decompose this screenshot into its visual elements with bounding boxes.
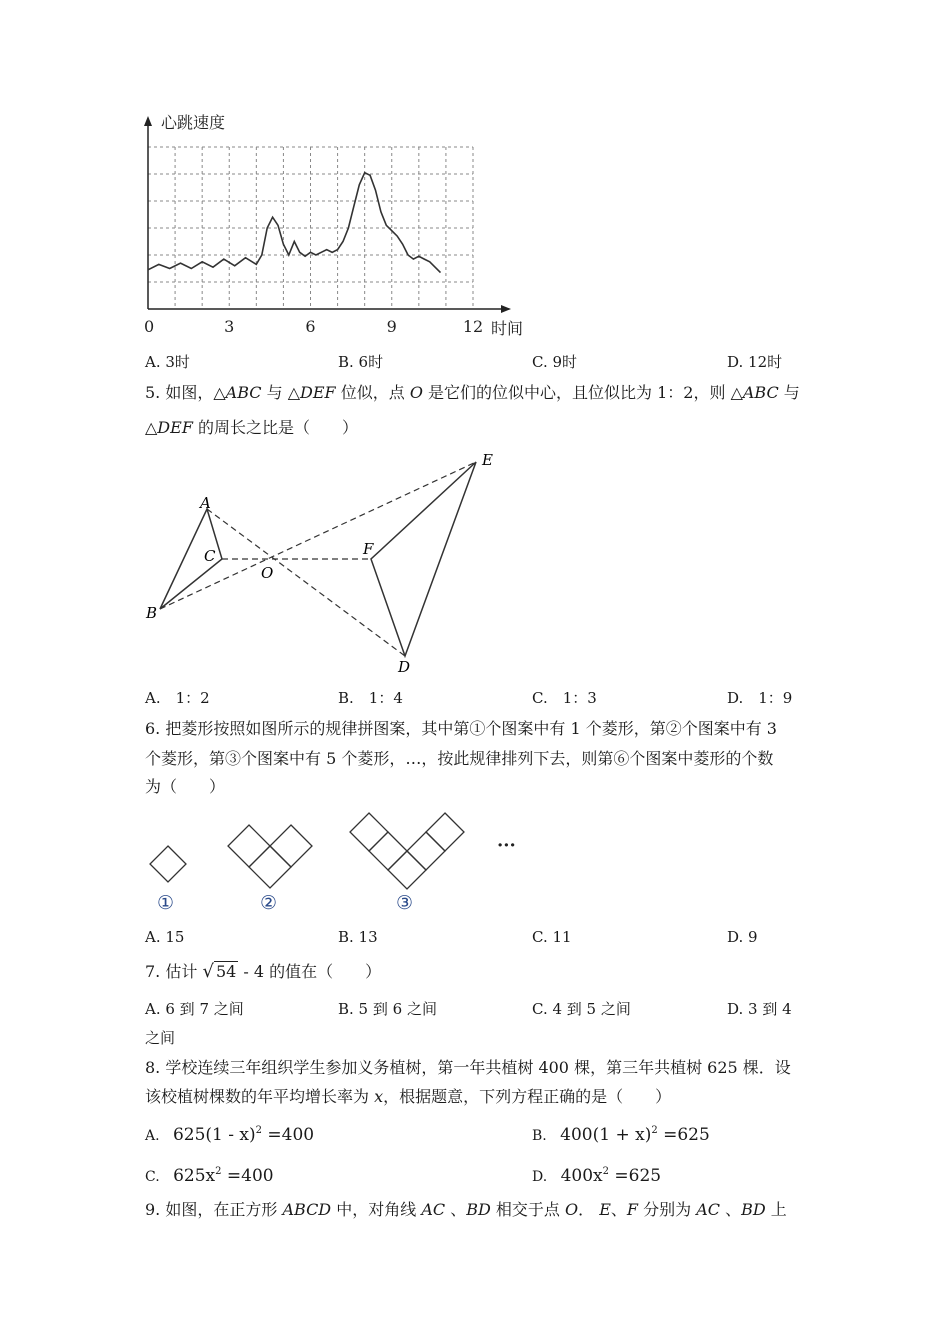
q6-option-d[interactable]: D. 9 bbox=[727, 928, 758, 946]
q7-option-c[interactable]: C. 4 到 5 之间 bbox=[532, 1000, 631, 1018]
x-tick-label: 12 bbox=[462, 317, 484, 336]
q7-stem: 7. 估计 √ 54 - 4 的值在（ ） bbox=[145, 961, 382, 982]
x-tick-label: 0 bbox=[144, 317, 155, 336]
pattern-label-2: ② bbox=[260, 892, 278, 914]
sqrt-sign-icon: √ bbox=[202, 961, 214, 982]
q4-option-d[interactable]: D. 12时 bbox=[727, 353, 783, 371]
pattern-ellipsis: ··· bbox=[497, 835, 516, 856]
q8-option-d[interactable]: D. $400x^2 =625$ bbox=[532, 1166, 662, 1186]
chart-axes bbox=[144, 116, 511, 313]
chart-grid bbox=[148, 147, 473, 309]
label-a: A bbox=[200, 494, 211, 512]
q7-option-b[interactable]: B. 5 到 6 之间 bbox=[338, 1000, 437, 1018]
pattern2-rhombi bbox=[228, 825, 312, 888]
label-e: E bbox=[482, 451, 493, 469]
x-axis-arrow-icon bbox=[501, 305, 511, 313]
q8-option-a[interactable]: A. 625(1 - x)$^2$ =400 bbox=[145, 1125, 315, 1145]
x-tick-labels bbox=[144, 317, 483, 336]
q9-stem: 9. 如图，在正方形 ABCD 中，对角线 AC 、BD 相交于点 O． E、F 分别为 AC 、BD 上 bbox=[145, 1200, 787, 1219]
q8-option-b[interactable]: B. $400(1 + x)^2 =625$ bbox=[532, 1125, 710, 1145]
label-c: C bbox=[204, 547, 216, 565]
q5-stem-line2: △DEF 的周长之比是（ ） bbox=[145, 418, 359, 437]
q5-stem-line1: 5. 如图，△ABC 与 △DEF 位似，点 O 是它们的位似中心，且位似比为 1：2，则 △ABC 与 bbox=[145, 383, 800, 402]
heart-rate-chart bbox=[135, 110, 535, 345]
q8-option-c[interactable]: C. $625x^2 =400$ bbox=[145, 1166, 274, 1186]
triangle-def bbox=[371, 462, 476, 656]
q6-stem-line2: 个菱形，第③个图案中有 5 个菱形，…，按此规律排列下去，则第⑥个图案中菱形的个数 bbox=[145, 749, 774, 768]
q5-option-a[interactable]: A. 1：2 bbox=[145, 689, 210, 707]
pattern-label-3: ③ bbox=[396, 892, 414, 914]
similar-triangles-figure bbox=[140, 448, 510, 678]
label-d: D bbox=[398, 658, 411, 676]
heart-rate-line bbox=[148, 173, 441, 273]
q7-option-d[interactable]: D. 3 到 4 bbox=[727, 1000, 792, 1018]
label-b: B bbox=[146, 604, 158, 622]
pattern3-rhombi bbox=[350, 813, 464, 889]
label-o: O bbox=[261, 564, 274, 582]
pattern-label-1: ① bbox=[157, 892, 175, 914]
x-axis-label: 时间 bbox=[491, 319, 524, 338]
x-tick-label: 3 bbox=[224, 317, 235, 336]
radicand: 54 bbox=[215, 962, 237, 981]
x-tick-label: 9 bbox=[386, 317, 397, 336]
q6-option-c[interactable]: C. 11 bbox=[532, 928, 572, 946]
x-tick-label: 6 bbox=[305, 317, 316, 336]
q8-stem-line1: 8. 学校连续三年组织学生参加义务植树，第一年共植树 400 棵，第三年共植树 625 棵．设 bbox=[145, 1058, 791, 1077]
q5-option-b[interactable]: B. 1：4 bbox=[338, 689, 403, 707]
label-f: F bbox=[363, 540, 374, 558]
q5-option-c[interactable]: C. 1：3 bbox=[532, 689, 597, 707]
q7-option-a[interactable]: A. 6 到 7 之间 bbox=[145, 1000, 244, 1018]
q4-option-c[interactable]: C. 9时 bbox=[532, 353, 578, 371]
q5-option-d[interactable]: D. 1：9 bbox=[727, 689, 793, 707]
q4-option-b[interactable]: B. 6时 bbox=[338, 353, 384, 371]
q4-option-a[interactable]: A. 3时 bbox=[145, 353, 190, 371]
q6-option-b[interactable]: B. 13 bbox=[338, 928, 378, 946]
q6-stem-line1: 6. 把菱形按照如图所示的规律拼图案，其中第①个图案中有 1 个菱形，第②个图案中有 3 bbox=[145, 719, 777, 738]
rhombus-pattern-figure bbox=[140, 805, 530, 920]
q7-option-d-wrap: 之间 bbox=[145, 1029, 176, 1047]
pattern1-rhombus bbox=[150, 846, 186, 882]
q8-stem-line2: 该校植树棵数的年平均增长率为 x，根据题意，下列方程正确的是（ ） bbox=[145, 1087, 672, 1106]
y-axis-label: 心跳速度 bbox=[161, 113, 226, 132]
y-axis-arrow-icon bbox=[144, 116, 152, 126]
q6-stem-line3: 为（ ） bbox=[145, 777, 226, 796]
q6-option-a[interactable]: A. 15 bbox=[145, 928, 185, 946]
